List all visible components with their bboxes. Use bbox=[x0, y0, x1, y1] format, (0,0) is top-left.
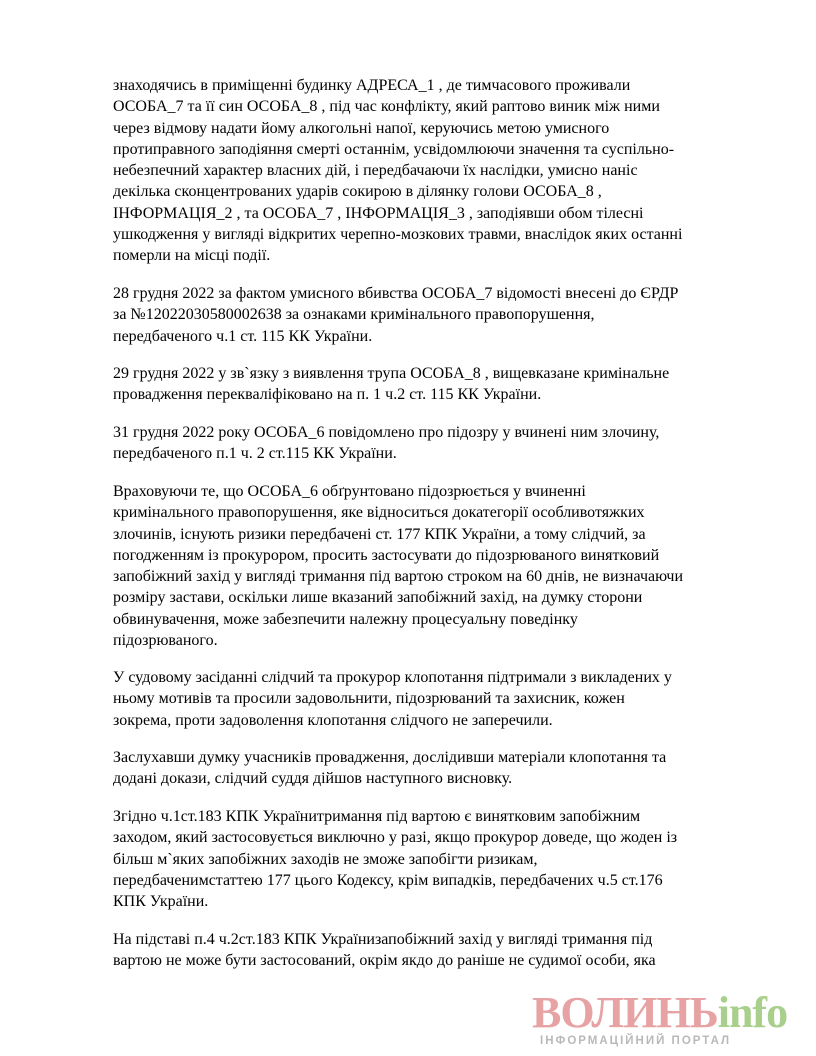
text-line: На підставі п.4 ч.2ст.183 КПК Українизапобіжний захід у вигляді тримання під bbox=[113, 931, 653, 948]
text-line: ушкодження у вигляді відкритих черепно-мозкових травми, внаслідок яких останні bbox=[113, 226, 683, 244]
text-line: підозрюваного. bbox=[113, 632, 218, 650]
text-line: декілька сконцентрованих ударів сокирою в ділянку голови ОСОБА_8 , bbox=[113, 183, 602, 201]
text-line: Заслухавши думку учасників провадження, дослідивши матеріали клопотання та bbox=[113, 749, 667, 766]
text-line: 31 грудня 2022 року ОСОБА_6 повідомлено про підозру у вчинені ним злочину, bbox=[113, 424, 660, 441]
text-line: додані докази, слідчий суддя дійшов наступного висновку. bbox=[113, 770, 513, 788]
text-line: протиправного заподіяння смерті останнім, усвідомлюючи значення та суспільно- bbox=[113, 140, 675, 158]
text-line: за №12022030580002638 за ознаками кримінального правопорушення, bbox=[113, 306, 595, 324]
text-line: запобіжний захід у вигляді тримання під вартою строком на 60 днів, не визначаючи bbox=[113, 568, 684, 586]
text-line: небезпечний характер власних дій, і передбачаючи їх наслідки, умисно наніс bbox=[113, 162, 638, 180]
paragraph bbox=[113, 75, 773, 267]
text-line: знаходячись в приміщенні будинку АДРЕСА_1 , де тимчасового проживали bbox=[113, 77, 631, 94]
paragraph bbox=[113, 363, 773, 406]
logo-word-info: info bbox=[717, 988, 788, 1037]
logo-subtitle: ІНФОРМАЦІЙНИЙ ПОРТАЛ bbox=[540, 1035, 732, 1047]
text-line: КПК України. bbox=[113, 893, 209, 911]
paragraph bbox=[113, 422, 773, 465]
text-line: злочинів, існують ризики передбачені ст. 177 КПК України, а тому слідчий, за bbox=[113, 525, 646, 543]
text-line: передбаченимстаттею 177 цього Кодексу, крім випадків, передбачених ч.5 ст.176 bbox=[113, 871, 663, 889]
paragraph bbox=[113, 283, 773, 347]
text-line: передбаченого ч.1 ст. 115 КК України. bbox=[113, 327, 373, 345]
watermark-logo bbox=[532, 988, 812, 1050]
text-line: ньому мотивів та просили задовольнити, підозрюваний та захисник, кожен bbox=[113, 690, 625, 708]
text-line: більш м`яких запобіжних заходів не зможе запобігти ризикам, bbox=[113, 850, 538, 868]
text-line: кримінального правопорушення, яке відноситься докатегорії особливотяжких bbox=[113, 504, 645, 522]
text-line: погодженням із прокурором, просить застосувати до підозрюваного винятковий bbox=[113, 546, 660, 564]
logo-word-volyn: ВОЛИНЬ bbox=[532, 988, 718, 1037]
paragraph bbox=[113, 747, 773, 790]
paragraph bbox=[113, 667, 773, 731]
text-line: зокрема, проти задоволення клопотання слідчого не заперечили. bbox=[113, 711, 553, 729]
text-line: розміру застави, оскільки лише вказаний запобіжний захід, на думку сторони bbox=[113, 589, 643, 607]
text-line: ОСОБА_7 та її син ОСОБА_8 , під час конфлікту, який раптово виник між ними bbox=[113, 98, 660, 116]
text-line: вартою не може бути застосований, окрім якдо до раніше не судимої особи, яка bbox=[113, 952, 656, 970]
paragraph bbox=[113, 481, 773, 651]
text-line: 28 грудня 2022 за фактом умисного вбивства ОСОБА_7 відомості внесені до ЄРДР bbox=[113, 285, 679, 302]
paragraph bbox=[113, 806, 773, 912]
paragraph bbox=[113, 929, 773, 972]
logo-title bbox=[532, 988, 787, 1038]
text-line: 29 грудня 2022 у зв`язку з виявлення трупа ОСОБА_8 , вищевказане кримінальне bbox=[113, 365, 670, 382]
text-line: ІНФОРМАЦІЯ_2 , та ОСОБА_7 , ІНФОРМАЦІЯ_3 , заподіявши обом тілесні bbox=[113, 204, 644, 222]
text-line: Враховуючи те, що ОСОБА_6 обґрунтовано підозрюється у вчиненні bbox=[113, 483, 586, 500]
text-line: обвинувачення, може забезпечити належну процесуальну поведінку bbox=[113, 610, 578, 628]
text-line: Згідно ч.1ст.183 КПК Українитримання під вартою є винятковим запобіжним bbox=[113, 808, 641, 825]
text-line: передбаченого п.1 ч. 2 ст.115 КК України. bbox=[113, 445, 397, 463]
text-line: У судовому засіданні слідчий та прокурор клопотання підтримали з викладених у bbox=[113, 669, 672, 686]
text-line: померли на місці події. bbox=[113, 247, 271, 265]
text-line: провадження перекваліфіковано на п. 1 ч.2 ст. 115 КК України. bbox=[113, 386, 542, 404]
text-line: через відмову надати йому алкогольні напої, керуючись метою умисного bbox=[113, 119, 610, 137]
text-line: заходом, який застосовується виключно у разі, якщо прокурор доведе, що жоден із bbox=[113, 829, 678, 847]
